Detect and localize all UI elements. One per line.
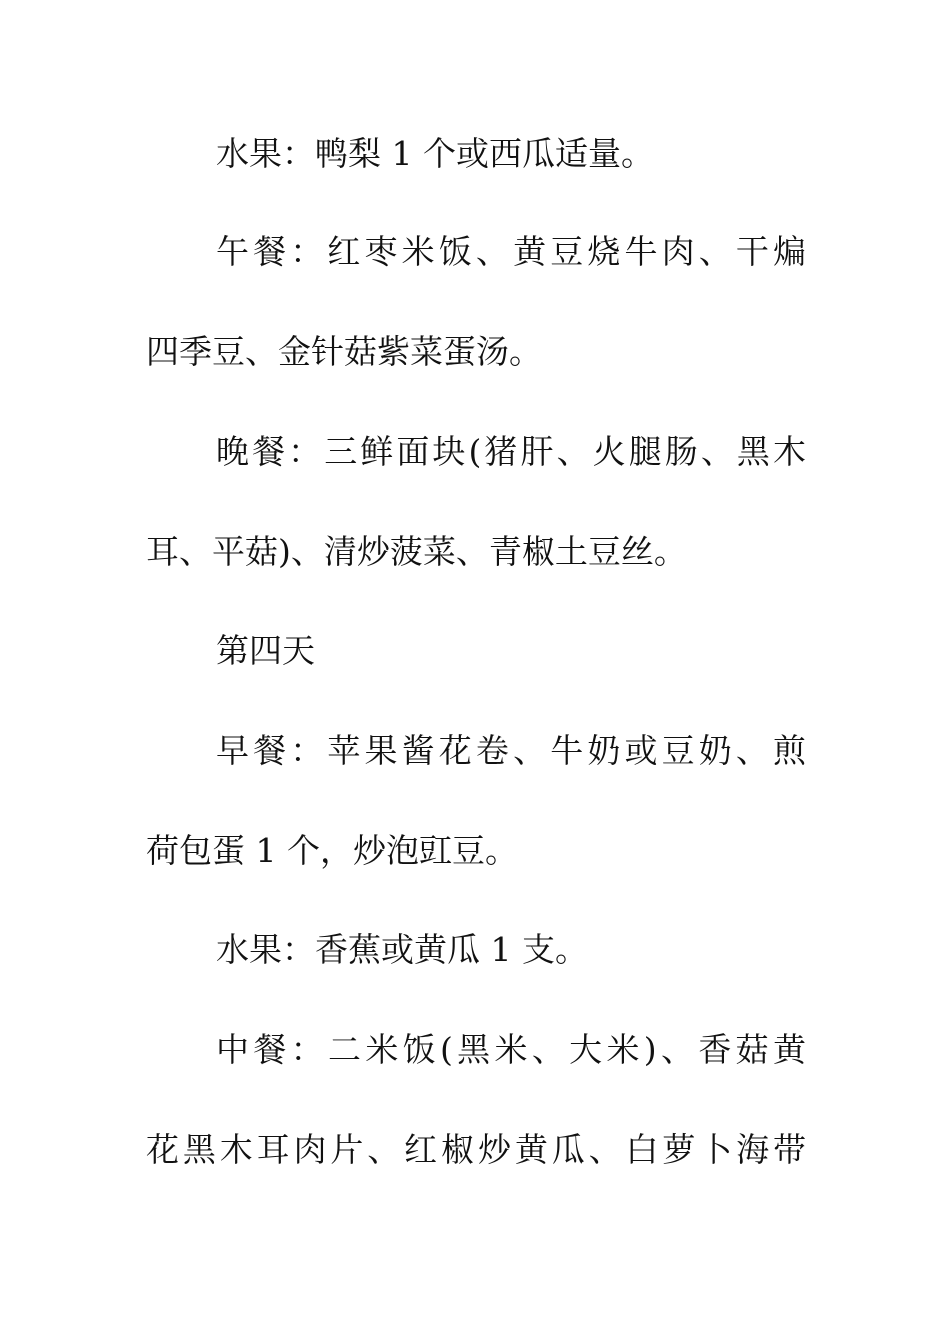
breakfast-line-day4-part2: 荷包蛋 1 个，炒泡豇豆。 xyxy=(146,831,518,870)
fruit-line-day4: 水果：香蕉或黄瓜 1 支。 xyxy=(216,930,588,969)
lunch-line-day3-part2: 四季豆、金针菇紫菜蛋汤。 xyxy=(146,332,542,371)
dinner-line-day3-part2: 耳、平菇)、清炒菠菜、青椒土豆丝。 xyxy=(146,532,687,571)
fruit-line-day3: 水果：鸭梨 1 个或西瓜适量。 xyxy=(216,134,654,173)
lunch-line-day4-part2: 花黑木耳肉片、红椒炒黄瓜、白萝卜海带 xyxy=(146,1130,806,1169)
day-four-heading: 第四天 xyxy=(216,631,315,670)
lunch-line-day3-part1: 午餐：红枣米饭、黄豆烧牛肉、干煸 xyxy=(216,232,806,271)
dinner-line-day3-part1: 晚餐：三鲜面块(猪肝、火腿肠、黑木 xyxy=(216,432,806,471)
lunch-line-day4-part1: 中餐：二米饭(黑米、大米)、香菇黄 xyxy=(216,1030,806,1069)
breakfast-line-day4-part1: 早餐：苹果酱花卷、牛奶或豆奶、煎 xyxy=(216,731,806,770)
